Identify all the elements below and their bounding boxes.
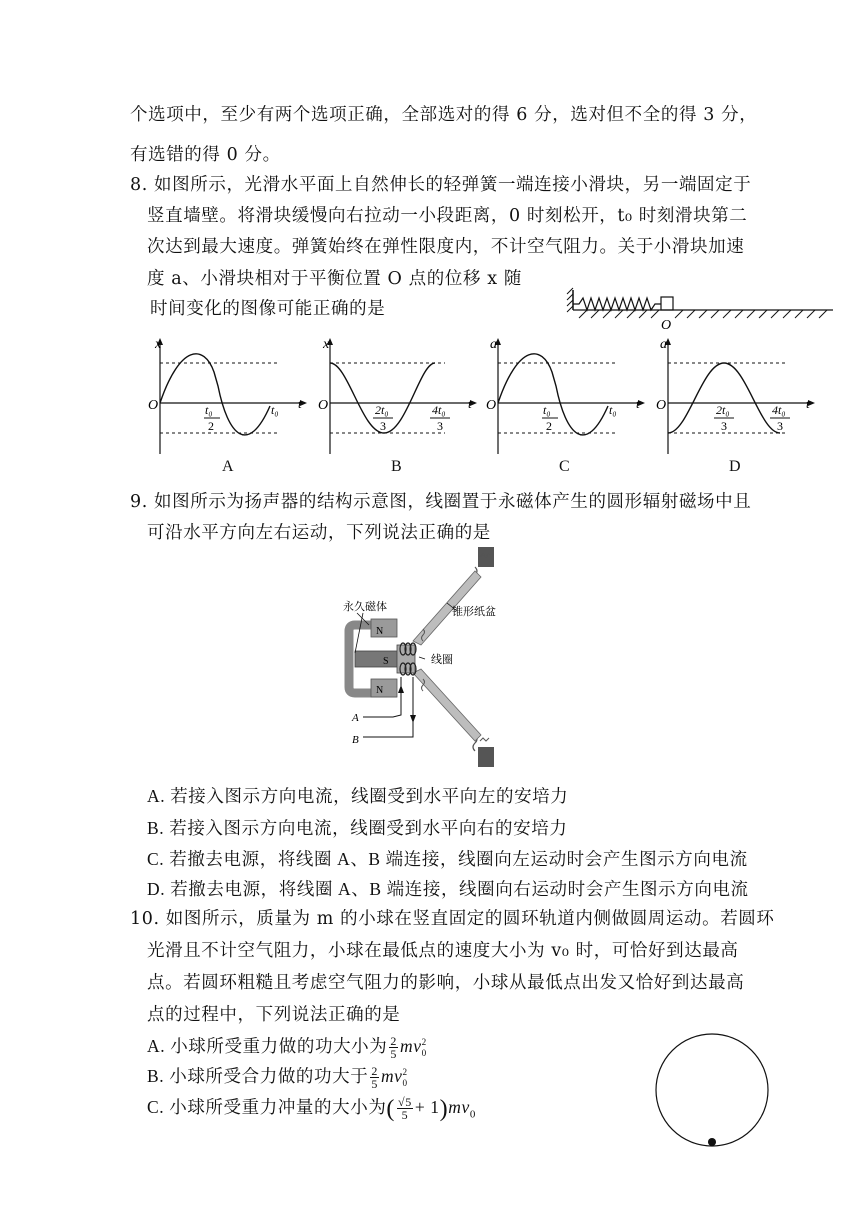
graph-d-tick1-den: 3 xyxy=(721,419,727,433)
coil-label: 线圈 xyxy=(431,654,453,666)
graph-c-taxis: t xyxy=(636,396,640,411)
q9-line-2: 可沿水平方向左右运动，下列说法正确的是 xyxy=(147,523,491,543)
q8-line-1: 8. 如图所示，光滑水平面上自然伸长的轻弹簧一端连接小滑块，另一端固定于 xyxy=(130,175,752,195)
pole-s: S xyxy=(383,656,389,667)
graph-a-tick2: t₀ xyxy=(271,403,279,417)
graph-d-taxis: t xyxy=(806,396,810,411)
graph-d-tick2-den: 3 xyxy=(777,419,783,433)
graph-c xyxy=(478,336,648,461)
graph-a-taxis: t xyxy=(298,396,302,411)
graph-c-tick1-num: t₀ xyxy=(543,403,551,417)
graph-a xyxy=(140,336,310,461)
graph-b-taxis: t xyxy=(468,396,472,411)
q9-option-d: D. 若撤去电源，将线圈 A、B 端连接，线圈向右运动时会产生图示方向电流 xyxy=(147,879,749,899)
q9-option-a: A. 若接入图示方向电流，线圈受到水平向左的安培力 xyxy=(147,786,569,806)
q10-option-a-text: A. 小球所受重力做的功大小为 xyxy=(147,1036,388,1056)
graph-b-letter: B xyxy=(391,458,402,475)
q9-line-1: 9. 如图所示为扬声器的结构示意图，线圈置于永磁体产生的圆形辐射磁场中且 xyxy=(130,492,752,512)
intro-line-2: 有选错的得 0 分。 xyxy=(130,145,281,165)
q10-option-a-mv: mv xyxy=(400,1036,422,1056)
q9-option-c: C. 若撤去电源，将线圈 A、B 端连接，线圈向左运动时会产生图示方向电流 xyxy=(147,849,748,869)
q10-option-c-frac: $\frac{√5}{5}$ xyxy=(398,1095,412,1123)
q10-option-a-frac: $\frac{2}{5}$ xyxy=(390,1034,397,1062)
circle-track-figure xyxy=(652,1032,774,1154)
graph-b-tick1-den: 3 xyxy=(380,419,386,433)
q10-option-c-text: C. 小球所受重力冲量的大小为 xyxy=(147,1097,387,1117)
q10-line-2: 光滑且不计空气阻力，小球在最低点的速度大小为 v₀ 时，可恰好到达最高 xyxy=(147,941,739,961)
q10-option-b-mv: mv xyxy=(380,1066,403,1086)
q10-option-b-frac: $\frac{2}{5}$ xyxy=(371,1064,378,1092)
graph-b-tick2-den: 3 xyxy=(437,419,443,433)
cone-label: 锥形纸盆 xyxy=(452,606,496,618)
intro-line-1: 个选项中，至少有两个选项正确，全部选对的得 6 分，选对但不全的得 3 分， xyxy=(130,105,758,125)
spring-block-figure xyxy=(565,284,835,332)
lead-b-label: B xyxy=(352,734,359,746)
q10-option-b-text: B. 小球所受合力做的功大于 xyxy=(147,1066,369,1086)
graph-d-origin: O xyxy=(656,398,667,413)
graph-d-tick2-num: 4t₀ xyxy=(772,403,786,417)
speaker-diagram xyxy=(335,545,525,775)
graph-c-yaxis: a xyxy=(490,337,497,352)
graph-b-tick1-num: 2t₀ xyxy=(375,403,389,417)
q9-option-b: B. 若接入图示方向电流，线圈受到水平向右的安培力 xyxy=(147,818,568,838)
q10-line-3: 点。若圆环粗糙且考虑空气阻力的影响，小球从最低点出发又恰好到达最高 xyxy=(147,973,745,993)
q10-line-4: 点的过程中，下列说法正确的是 xyxy=(147,1005,401,1025)
pole-n-upper: N xyxy=(376,626,384,637)
graph-b-yaxis: x xyxy=(323,337,330,352)
graph-b-origin: O xyxy=(318,398,329,413)
q8-line-2: 竖直墙壁。将滑块缓慢向右拉动一小段距离，0 时刻松开，t₀ 时刻滑块第二 xyxy=(147,206,748,226)
q8-line-3: 次达到最大速度。弹簧始终在弹性限度内，不计空气阻力。关于小滑块加速 xyxy=(147,237,745,257)
graph-a-tick1-den: 2 xyxy=(208,419,214,433)
q10-option-c-plus: + 1 xyxy=(414,1097,440,1117)
q8-line-5: 时间变化的图像可能正确的是 xyxy=(150,299,386,319)
graph-c-origin: O xyxy=(486,398,497,413)
spring-origin-label: O xyxy=(661,318,672,332)
graph-b xyxy=(310,336,480,461)
q10-option-b: B. 小球所受合力做的功大于 $\frac{2}{5}$ mv 2 0 xyxy=(147,1064,408,1092)
graph-a-yaxis: x xyxy=(155,337,162,352)
ball xyxy=(708,1138,716,1146)
q10-option-a: A. 小球所受重力做的功大小为 $\frac{2}{5}$ mv 2 0 xyxy=(147,1034,427,1062)
graph-a-tick1-num: t₀ xyxy=(205,403,213,417)
graph-c-tick2: t₀ xyxy=(609,403,617,417)
graph-d-yaxis: a xyxy=(660,337,667,352)
graph-c-letter: C xyxy=(559,458,570,475)
graph-a-letter: A xyxy=(222,458,234,475)
pole-n-lower: N xyxy=(376,685,384,696)
lead-a-label: A xyxy=(352,712,359,724)
graph-d xyxy=(648,336,818,461)
q10-option-c: C. 小球所受重力冲量的大小为( $\frac{√5}{5}$ + $1)mv_0$ xyxy=(147,1095,476,1123)
graph-c-tick1-den: 2 xyxy=(546,419,552,433)
q10-option-c-mv: mv xyxy=(448,1097,470,1117)
graph-a-origin: O xyxy=(148,398,159,413)
q8-line-4: 度 a、小滑块相对于平衡位置 O 点的位移 x 随 xyxy=(147,269,522,289)
graph-d-tick1-num: 2t₀ xyxy=(716,403,730,417)
graph-d-letter: D xyxy=(729,458,741,475)
magnet-label: 永久磁体 xyxy=(343,601,387,613)
graph-b-tick2-num: 4t₀ xyxy=(432,403,446,417)
q10-line-1: 10. 如图所示，质量为 m 的小球在竖直固定的圆环轨道内侧做圆周运动。若圆环 xyxy=(130,909,775,929)
